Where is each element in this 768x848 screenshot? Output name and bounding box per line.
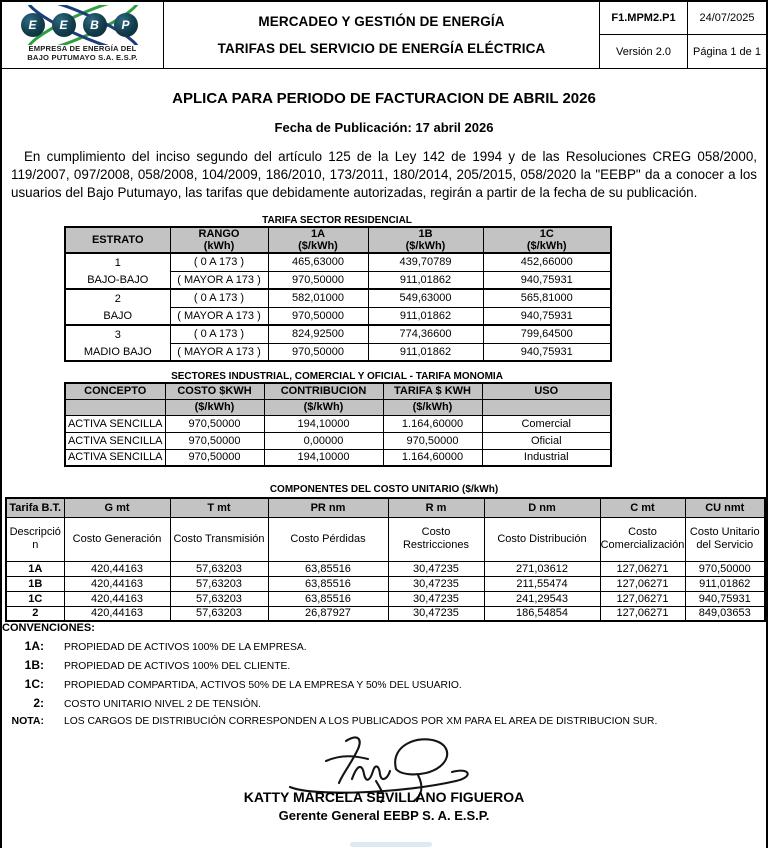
logo-letter-p: P xyxy=(114,13,138,37)
convencion-text: PROPIEDAD COMPARTIDA, ACTIVOS 50% DE LA EMPRESA Y 50% DEL USUARIO. xyxy=(64,680,462,691)
header-title-document: TARIFAS DEL SERVICIO DE ENERGÍA ELÉCTRICA xyxy=(217,41,546,56)
data-cell: 420,44163 xyxy=(64,606,170,621)
signature-block xyxy=(2,731,766,823)
table-row xyxy=(6,561,765,576)
signatory-name: KATTY MARCELA SEVILLANO FIGUEROA xyxy=(243,789,525,805)
table-row xyxy=(65,415,611,432)
convencion-text: PROPIEDAD DE ACTIVOS 100% DE LA EMPRESA. xyxy=(64,642,307,653)
column-header-1b: 1B ($/kWh) xyxy=(368,227,483,253)
data-cell: 970,50000 xyxy=(268,343,368,361)
data-cell: 774,36600 xyxy=(368,325,483,343)
estrato-cell-3 xyxy=(65,325,170,361)
data-cell: ACTIVA SENCILLA xyxy=(65,415,165,432)
logo-letter-b: B xyxy=(83,13,107,37)
document-page-number: Página 1 de 1 xyxy=(693,45,761,58)
column-header-gmt: G mt xyxy=(64,498,170,517)
subheader-cell: ($/kWh) xyxy=(383,399,482,415)
estrato-cell-2 xyxy=(65,289,170,325)
data-cell: ACTIVA SENCILLA xyxy=(65,432,165,449)
column-header-uso: USO xyxy=(482,383,611,399)
data-cell: 970,50000 xyxy=(165,449,264,466)
data-cell: 1.164,60000 xyxy=(383,415,482,432)
monomia-table xyxy=(64,382,612,467)
convencion-label: 1B: xyxy=(24,658,44,672)
convencion-text: PROPIEDAD DE ACTIVOS 100% DEL CLIENTE. xyxy=(64,661,291,672)
logo-letter-circles xyxy=(21,13,138,37)
convencion-item-1c xyxy=(2,677,766,691)
data-cell: 970,50000 xyxy=(268,271,368,289)
residential-table-title: TARIFA SECTOR RESIDENCIAL xyxy=(262,215,412,226)
data-cell: 970,50000 xyxy=(165,432,264,449)
data-cell: 452,66000 xyxy=(483,253,611,271)
convencion-label: 2: xyxy=(33,696,44,710)
subheader-cell: ($/kWh) xyxy=(264,399,383,415)
data-cell: 849,03653 xyxy=(685,606,765,621)
subheader-cell xyxy=(482,399,611,415)
subheader-cell: ($/kWh) xyxy=(165,399,264,415)
table-row xyxy=(65,449,611,466)
column-header-1a: 1A ($/kWh) xyxy=(268,227,368,253)
data-cell: 940,75931 xyxy=(483,307,611,325)
table-row xyxy=(6,576,765,591)
convencion-item-1b xyxy=(2,658,766,672)
data-cell: 1B xyxy=(6,576,64,591)
bottom-artifact xyxy=(350,842,432,847)
table-row xyxy=(6,606,765,621)
data-cell: 940,75931 xyxy=(483,343,611,361)
column-header-1c: 1C ($/kWh) xyxy=(483,227,611,253)
data-cell: 63,85516 xyxy=(268,561,388,576)
componentes-header-row xyxy=(6,498,765,517)
column-header-estrato: ESTRATO xyxy=(65,227,170,253)
data-cell: 824,92500 xyxy=(268,325,368,343)
publication-date: Fecha de Publicación: 17 abril 2026 xyxy=(274,120,494,135)
estrato-number: 2 xyxy=(114,292,121,305)
company-logo xyxy=(2,2,164,68)
data-cell: 970,50000 xyxy=(165,415,264,432)
convencion-item-1a xyxy=(2,639,766,653)
data-cell: 57,63203 xyxy=(170,576,268,591)
data-cell: 1A xyxy=(6,561,64,576)
data-cell: Oficial xyxy=(482,432,611,449)
column-header-prnm: PR nm xyxy=(268,498,388,517)
data-cell: 57,63203 xyxy=(170,561,268,576)
estrato-name: BAJO xyxy=(103,309,133,322)
column-header-costo: COSTO $KWH xyxy=(165,383,264,399)
subheader-cell: Costo Comercialización xyxy=(600,517,685,561)
estrato-name: MADIO BAJO xyxy=(83,345,152,358)
data-cell: 63,85516 xyxy=(268,591,388,606)
monomia-table-title: SECTORES INDUSTRIAL, COMERCIAL Y OFICIAL - TARIFA MONOMIA xyxy=(171,371,503,382)
data-cell: 271,03612 xyxy=(484,561,600,576)
logo-letter-e1: E xyxy=(21,13,45,37)
data-cell: 30,47235 xyxy=(388,591,484,606)
column-header-contribucion: CONTRIBUCION xyxy=(264,383,383,399)
data-cell: Industrial xyxy=(482,449,611,466)
table-row xyxy=(65,253,611,271)
convencion-label: NOTA: xyxy=(11,715,44,727)
data-cell: 420,44163 xyxy=(64,561,170,576)
convenciones-title: CONVENCIONES: xyxy=(2,622,95,634)
column-header-rm: R m xyxy=(388,498,484,517)
table-row xyxy=(65,432,611,449)
subheader-cell xyxy=(65,399,165,415)
data-cell: Comercial xyxy=(482,415,611,432)
data-cell: 26,87927 xyxy=(268,606,388,621)
main-title: APLICA PARA PERIODO DE FACTURACION DE ABRIL 2026 xyxy=(172,90,596,107)
column-header-concepto: CONCEPTO xyxy=(65,383,165,399)
intro-paragraph: En cumplimiento del inciso segundo del artículo 125 de la Ley 142 de 1994 y de las Resoluciones CREG 058/2000, 119/2007, 097/2008, 058/2008, 104/2009, 186/2010, 173/2011, 180/2014, 205/2015, 058/2020 la "EEBP" da a conocer a los usuarios del Bajo Putumayo, las tarifas que debidamente autorizadas, regirán a partir de la fecha de su publicación. xyxy=(11,149,757,200)
data-cell: 127,06271 xyxy=(600,591,685,606)
estrato-number: 3 xyxy=(114,328,121,341)
convencion-label: 1A: xyxy=(24,639,44,653)
data-cell: 970,50000 xyxy=(383,432,482,449)
document-code: F1.MPM2.P1 xyxy=(600,2,688,35)
data-cell: 57,63203 xyxy=(170,606,268,621)
table-row xyxy=(65,325,611,343)
data-cell: 465,63000 xyxy=(268,253,368,271)
data-cell: 30,47235 xyxy=(388,576,484,591)
data-cell: ( MAYOR A 173 ) xyxy=(170,271,268,289)
subheader-cell: Costo Unitario del Servicio xyxy=(685,517,765,561)
data-cell: 241,29543 xyxy=(484,591,600,606)
subheader-cell: Costo Transmisión xyxy=(170,517,268,561)
company-name-line1: EMPRESA DE ENERGÍA DEL xyxy=(28,44,137,53)
company-name-line2: BAJO PUTUMAYO S.A. E.S.P. xyxy=(27,52,138,62)
data-cell: 420,44163 xyxy=(64,576,170,591)
data-cell: 940,75931 xyxy=(685,591,765,606)
data-cell: 194,10000 xyxy=(264,415,383,432)
table-row xyxy=(65,289,611,307)
componentes-subheader-row xyxy=(6,517,765,561)
data-cell: 420,44163 xyxy=(64,591,170,606)
column-header-tmt: T mt xyxy=(170,498,268,517)
componentes-table-title: COMPONENTES DEL COSTO UNITARIO ($/kWh) xyxy=(269,484,499,495)
data-cell: 565,81000 xyxy=(483,289,611,307)
subheader-cell: Costo Pérdidas xyxy=(268,517,388,561)
logo-letter-e2: E xyxy=(52,13,76,37)
convenciones-section xyxy=(2,622,766,727)
data-cell: 1.164,60000 xyxy=(383,449,482,466)
data-cell: 186,54854 xyxy=(484,606,600,621)
data-cell: 549,63000 xyxy=(368,289,483,307)
estrato-name: BAJO-BAJO xyxy=(87,273,149,286)
data-cell: ( MAYOR A 173 ) xyxy=(170,307,268,325)
data-cell: 582,01000 xyxy=(268,289,368,307)
data-cell: ( MAYOR A 173 ) xyxy=(170,343,268,361)
subheader-cell: Costo Generación xyxy=(64,517,170,561)
residential-table xyxy=(64,226,612,362)
data-cell: ( 0 A 173 ) xyxy=(170,325,268,343)
data-cell: 911,01862 xyxy=(368,271,483,289)
data-cell: 127,06271 xyxy=(600,606,685,621)
header-title-process: MERCADEO Y GESTIÓN DE ENERGÍA xyxy=(258,14,505,29)
data-cell: 911,01862 xyxy=(685,576,765,591)
column-header-cunmt: CU nmt xyxy=(685,498,765,517)
subheader-cell: Costo Restricciones xyxy=(388,517,484,561)
header-titles xyxy=(164,2,600,68)
data-cell: ACTIVA SENCILLA xyxy=(65,449,165,466)
convencion-item-2 xyxy=(2,696,766,710)
data-cell: ( 0 A 173 ) xyxy=(170,289,268,307)
convencion-text: COSTO UNITARIO NIVEL 2 DE TENSIÓN. xyxy=(64,699,262,710)
document-version: Versión 2.0 xyxy=(600,35,688,68)
data-cell: 940,75931 xyxy=(483,271,611,289)
data-cell: 30,47235 xyxy=(388,561,484,576)
convencion-label: 1C: xyxy=(24,677,44,691)
document-date: 24/07/2025 xyxy=(688,2,766,35)
signatory-role: Gerente General EEBP S. A. E.S.P. xyxy=(278,808,490,823)
data-cell: 911,01862 xyxy=(368,343,483,361)
column-header-dnm: D nm xyxy=(484,498,600,517)
data-cell: 2 xyxy=(6,606,64,621)
data-cell: 127,06271 xyxy=(600,576,685,591)
data-cell: 970,50000 xyxy=(685,561,765,576)
subheader-cell: Costo Distribución xyxy=(484,517,600,561)
residential-header-row xyxy=(65,227,611,253)
column-header-cmt: C mt xyxy=(600,498,685,517)
table-row xyxy=(6,591,765,606)
data-cell: 970,50000 xyxy=(268,307,368,325)
convencion-text: LOS CARGOS DE DISTRIBUCIÓN CORRESPONDEN A LOS PUBLICADOS POR XM PARA EL AREA DE DISTRIBUCION SUR. xyxy=(64,716,658,727)
data-cell: 211,55474 xyxy=(484,576,600,591)
data-cell: 127,06271 xyxy=(600,561,685,576)
document-header xyxy=(2,2,766,69)
estrato-number: 1 xyxy=(114,256,121,269)
convencion-item-nota xyxy=(2,715,766,727)
data-cell: 799,64500 xyxy=(483,325,611,343)
monomia-header-row xyxy=(65,383,611,399)
monomia-subheader-row xyxy=(65,399,611,415)
column-header-tarifa-bt: Tarifa B.T. xyxy=(6,498,64,517)
data-cell: 30,47235 xyxy=(388,606,484,621)
column-header-rango: RANGO (kWh) xyxy=(170,227,268,253)
estrato-cell-1 xyxy=(65,253,170,289)
data-cell: 57,63203 xyxy=(170,591,268,606)
componentes-table xyxy=(5,497,766,622)
data-cell: 0,00000 xyxy=(264,432,383,449)
data-cell: 194,10000 xyxy=(264,449,383,466)
column-header-tarifa: TARIFA $ KWH xyxy=(383,383,482,399)
data-cell: 63,85516 xyxy=(268,576,388,591)
data-cell: 911,01862 xyxy=(368,307,483,325)
data-cell: 1C xyxy=(6,591,64,606)
subheader-cell: Descripción xyxy=(6,517,64,561)
eebp-logo-badge xyxy=(8,5,158,45)
data-cell: ( 0 A 173 ) xyxy=(170,253,268,271)
data-cell: 439,70789 xyxy=(368,253,483,271)
